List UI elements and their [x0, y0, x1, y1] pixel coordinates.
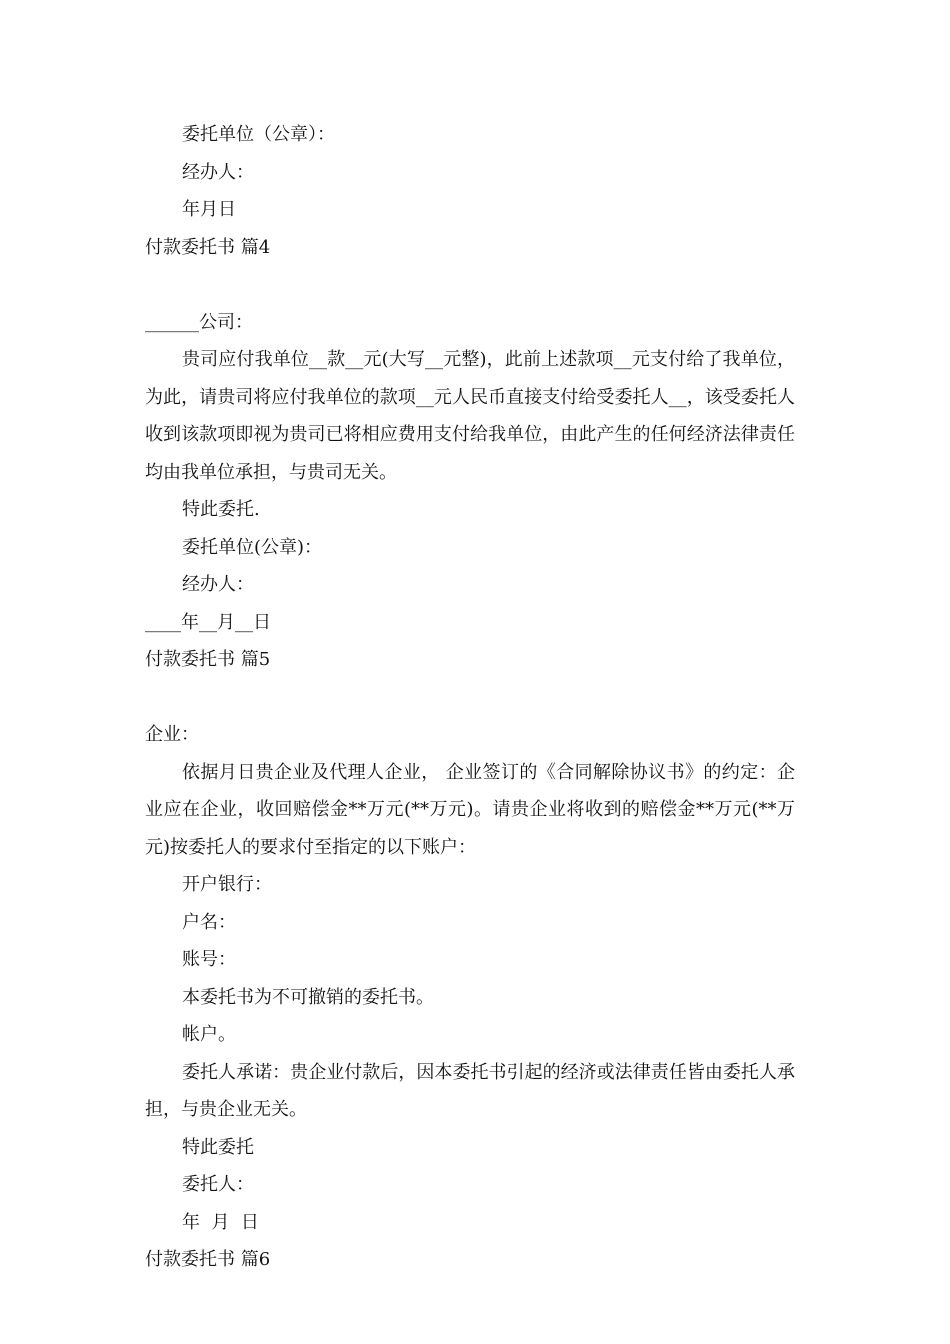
section-spacer: [145, 266, 805, 304]
signature-unit-line-4: 委托单位(公章)：: [182, 536, 323, 558]
account-line: 帐户。: [182, 1024, 236, 1045]
promise-paragraph-5: 委托人承诺：贵企业付款后，因本委托书引起的经济或法律责任皆由委托人承担，与贵企业无关。: [145, 1061, 795, 1120]
date-line: 年月日: [182, 199, 236, 220]
bank-line: 开户银行：: [182, 874, 272, 895]
date-line-5: 年 月 日: [182, 1211, 259, 1233]
section-heading-5: 付款委托书 篇5: [145, 649, 271, 670]
irrevocable-line: 本委托书为不可撤销的委托书。: [182, 986, 434, 1008]
salutation-5: 企业：: [145, 724, 199, 745]
entrust-line-4: 特此委托.: [182, 499, 260, 520]
account-name-line: 户名：: [182, 911, 236, 933]
body-paragraph-4: 贵司应付我单位__款__元(大写__元整)，此前上述款项__元支付给了我单位，为此，请贵司将应付我单位的款项__元人民币直接支付给受委托人__，该受委托人收到该款项即视为贵司已将相应费用支付给我单位，由此产生的任何经济法律责任均由我单位承担，与贵司无关。: [145, 349, 795, 483]
signature-unit-line: 委托单位（公章）：: [182, 124, 335, 145]
handler-line-4: 经办人：: [182, 574, 254, 595]
salutation-4: ______公司：: [145, 311, 253, 333]
body-paragraph-5: 依据月日贵企业及代理人企业， 企业签订的《合同解除协议书》的约定：企业应在企业，收回赔偿金**万元(**万元)。请贵企业将收到的赔偿金**万元(**万元)按委托人的要求付至指定的以下账户：: [145, 761, 795, 858]
account-number-line: 账号：: [182, 949, 236, 970]
document-page: [145, 116, 805, 1279]
handler-line: 经办人：: [182, 161, 254, 183]
entrust-line-5: 特此委托: [182, 1136, 254, 1158]
section-heading-6: 付款委托书 篇6: [145, 1249, 271, 1270]
date-line-4: ____年__月__日: [145, 611, 271, 633]
section-heading-4: 付款委托书 篇4: [145, 236, 271, 258]
principal-line-5: 委托人：: [182, 1174, 254, 1195]
section-spacer: [145, 679, 805, 717]
